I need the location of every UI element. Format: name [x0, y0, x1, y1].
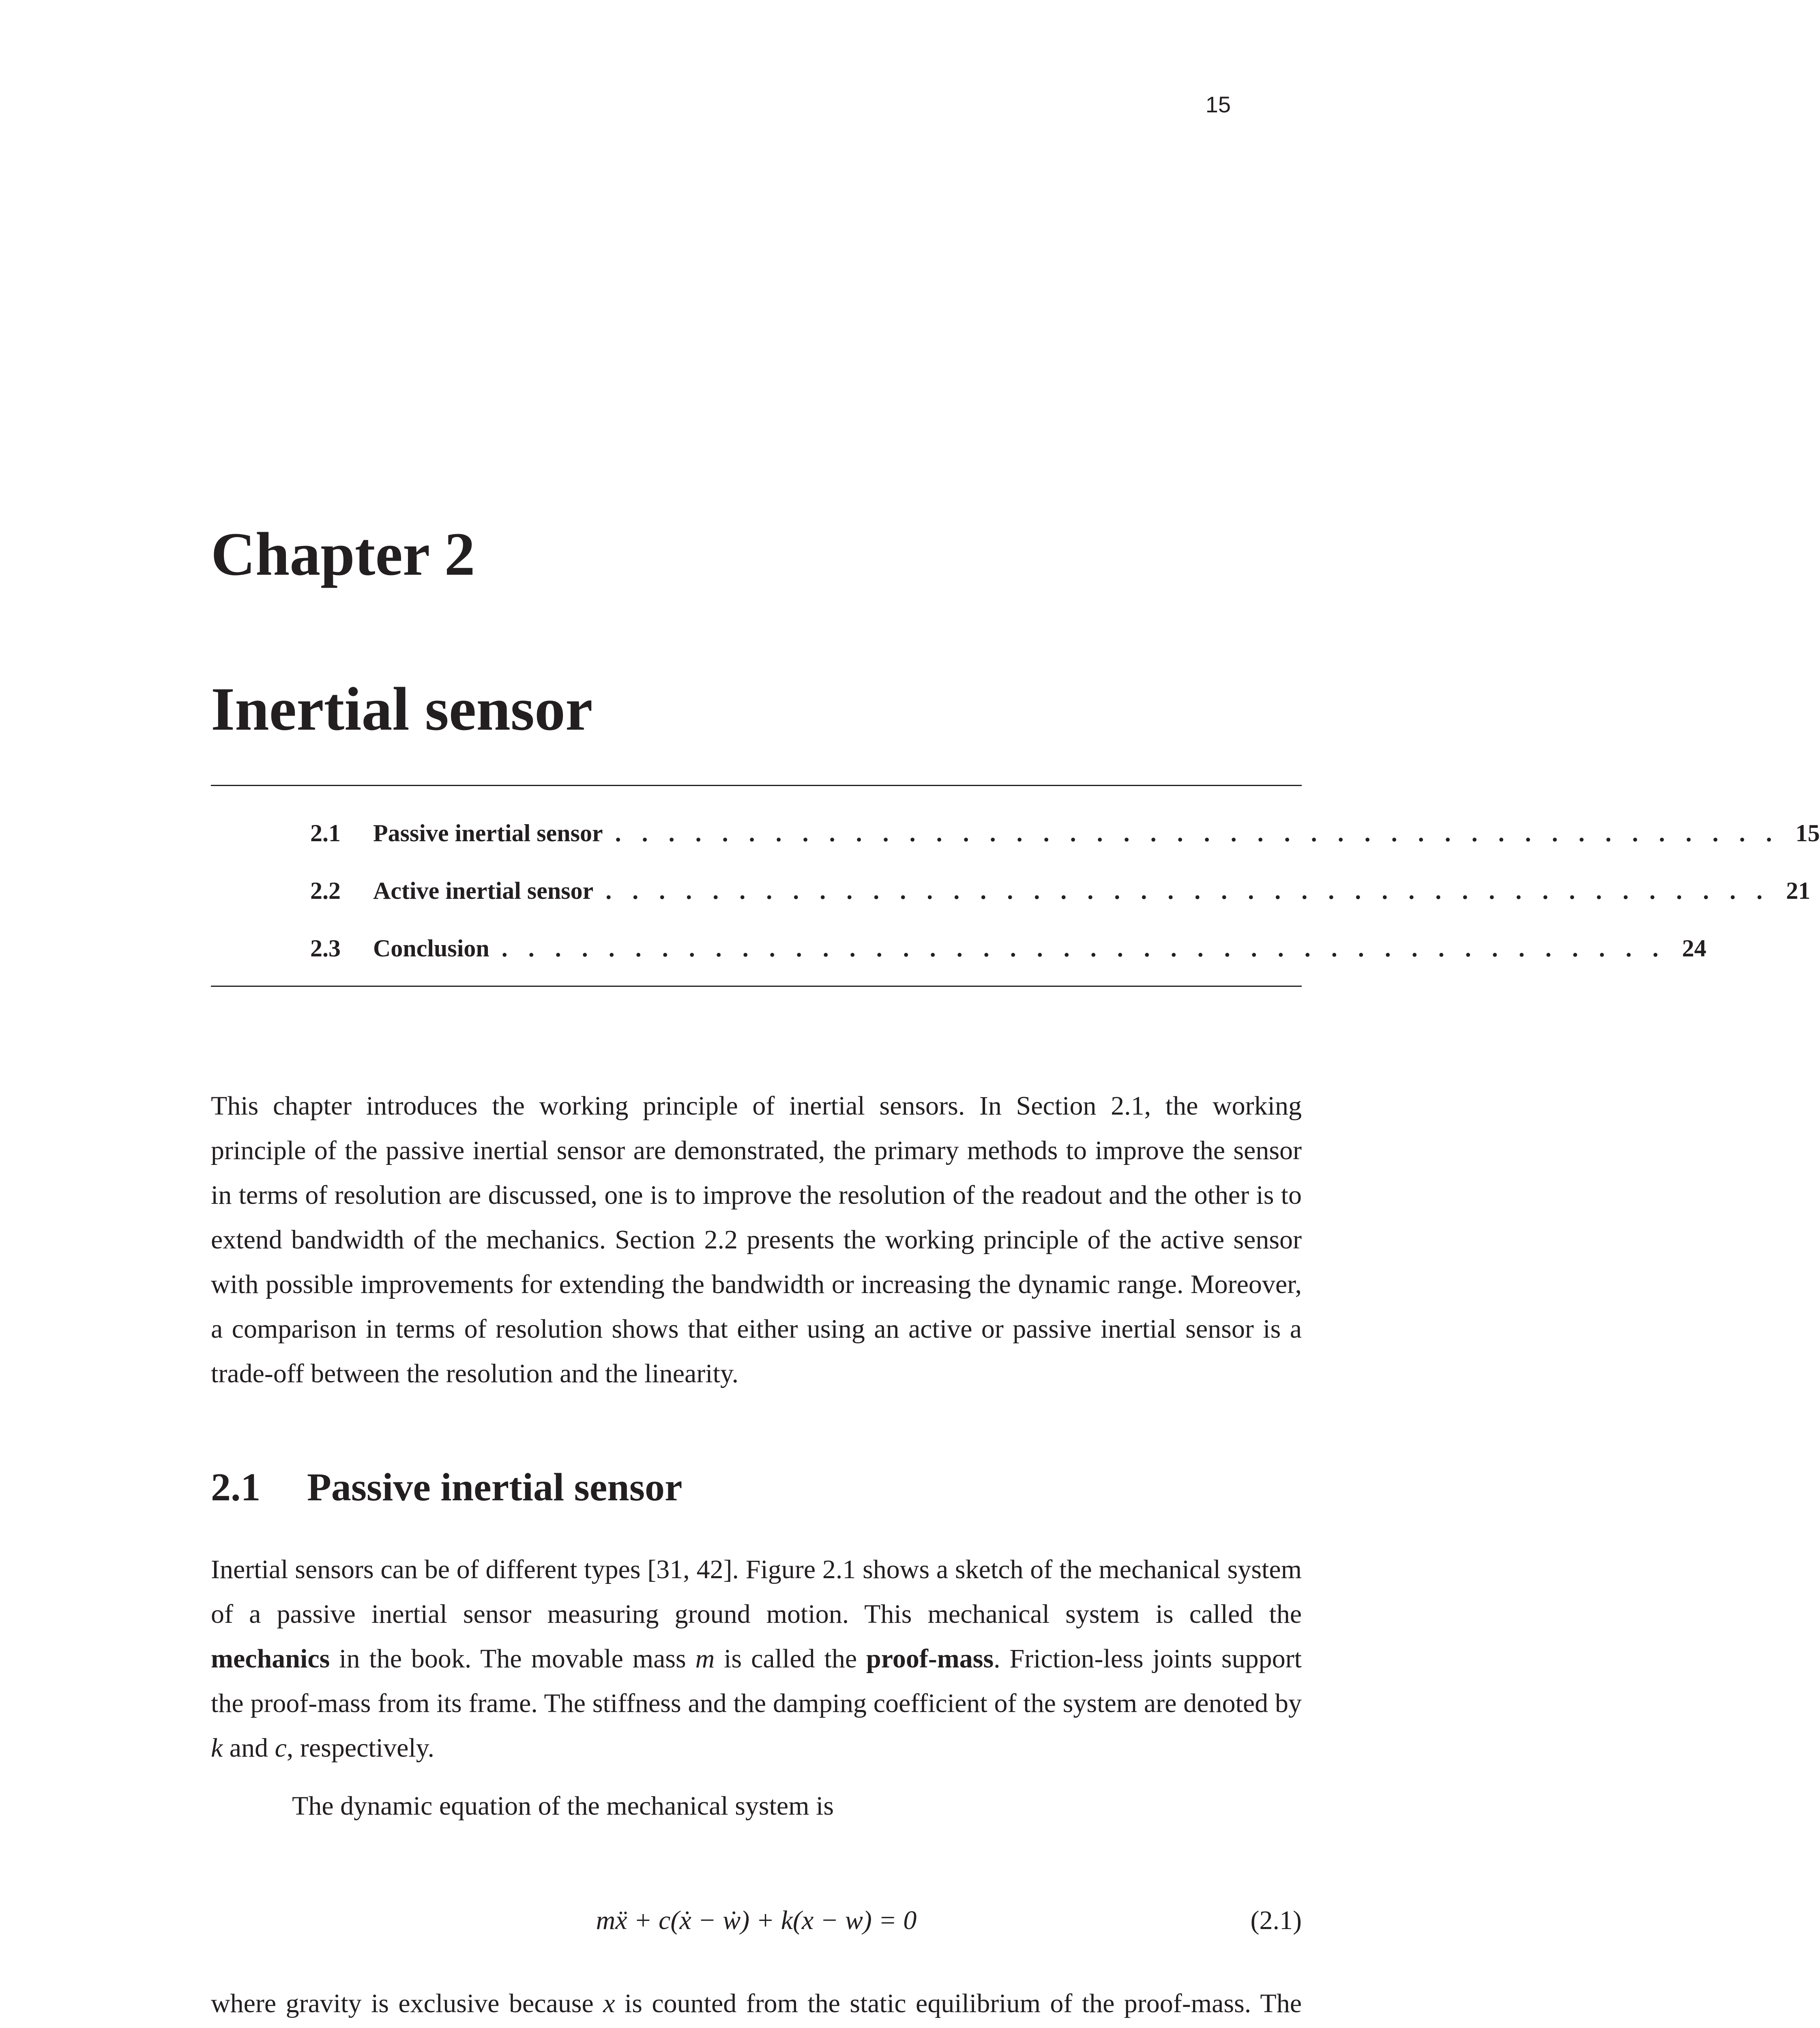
toc-entry-number: 2.3 — [310, 935, 341, 962]
text-run: Inertial sensors can be of different types [31, 42]. Figure 2.1 shows a sketch of the mechanical system of a passive inertial sensor measuring ground motion. This mechanical system is called the — [211, 1555, 1302, 1629]
toc-leader-dots: . . . . . . . . . . . . . . . . . . . . . . . . . . . . . . . . . . . . . . . . . . . . — [615, 820, 1779, 846]
variable-m: m — [695, 1644, 715, 1674]
toc-entry-page: 15 — [1795, 820, 1820, 846]
chapter-toc — [310, 819, 1820, 992]
toc-leader-dots: . . . . . . . . . . . . . . . . . . . . . . . . . . . . . . . . . . . . . . . . . . . . — [605, 877, 1770, 904]
toc-leader-dots: . . . . . . . . . . . . . . . . . . . . . . . . . . . . . . . . . . . . . . . . . . . . — [501, 935, 1666, 962]
term-proof-mass: proof-mass — [866, 1644, 994, 1674]
toc-entry-page: 21 — [1786, 877, 1811, 904]
intro-paragraph: This chapter introduces the working principle of inertial sensors. In Section 2.1, the working principle of the passive inertial sensor are demonstrated, the primary methods to improve the sensor in terms of resolution are discussed, one is to improve the resolution of the readout and the other is to extend bandwidth of the mechanics. Section 2.2 presents the working principle of the active sensor with possible improvements for extending the bandwidth or increasing the dynamic range. Moreover, a comparison in terms of resolution shows that either using an active or passive inertial sensor is a trade-off between the resolution and the linearity. — [211, 1091, 1302, 1388]
toc-entry-number: 2.1 — [310, 820, 341, 846]
chapter-label: Chapter 2 — [211, 520, 475, 588]
variable-x: x — [603, 1989, 615, 2018]
section-number: 2.1 — [211, 1465, 261, 1509]
variable-c: c — [275, 1733, 287, 1763]
toc-bottom-rule — [211, 986, 1302, 987]
section-title: Passive inertial sensor — [307, 1465, 682, 1509]
text-run: is counted from the static equilibrium of the proof-mass. The — [624, 1989, 1302, 2018]
text-run: and — [223, 1733, 275, 1763]
equation-body: mẍ + c(ẋ − ẇ) + k(x − w) = 0 — [596, 1906, 917, 1935]
equation-number: (2.1) — [1250, 1906, 1302, 1935]
variable-k: k — [211, 1733, 223, 1763]
text-run: is called the — [715, 1644, 867, 1674]
term-mechanics: mechanics — [211, 1644, 330, 1674]
toc-entry-title: Conclusion — [373, 935, 489, 962]
toc-entry[interactable] — [310, 935, 1706, 992]
toc-entry-title: Active inertial sensor — [373, 877, 594, 904]
chapter-title: Inertial sensor — [211, 675, 593, 743]
text-run: where gravity is exclusive because — [211, 1989, 603, 2018]
text-run: in the book. The movable mass — [330, 1644, 695, 1674]
toc-entry-page: 24 — [1682, 935, 1706, 962]
text-run: , respectively. — [286, 1733, 434, 1763]
text-run: . Friction-less joints support the proof-mass from its frame. The stiffness and the damping coefficient of the system are denoted by — [211, 1644, 1302, 1718]
toc-entry[interactable] — [310, 819, 1820, 877]
body-paragraph: The dynamic equation of the mechanical system is — [292, 1791, 834, 1821]
body-paragraph — [211, 1981, 1302, 2028]
toc-entry-number: 2.2 — [310, 877, 341, 904]
toc-top-rule — [211, 785, 1302, 786]
body-paragraph — [211, 1547, 1302, 1770]
toc-entry[interactable] — [310, 877, 1811, 935]
page-number: 15 — [1205, 92, 1231, 117]
section-heading — [211, 1467, 682, 1507]
toc-entry-title: Passive inertial sensor — [373, 820, 603, 846]
